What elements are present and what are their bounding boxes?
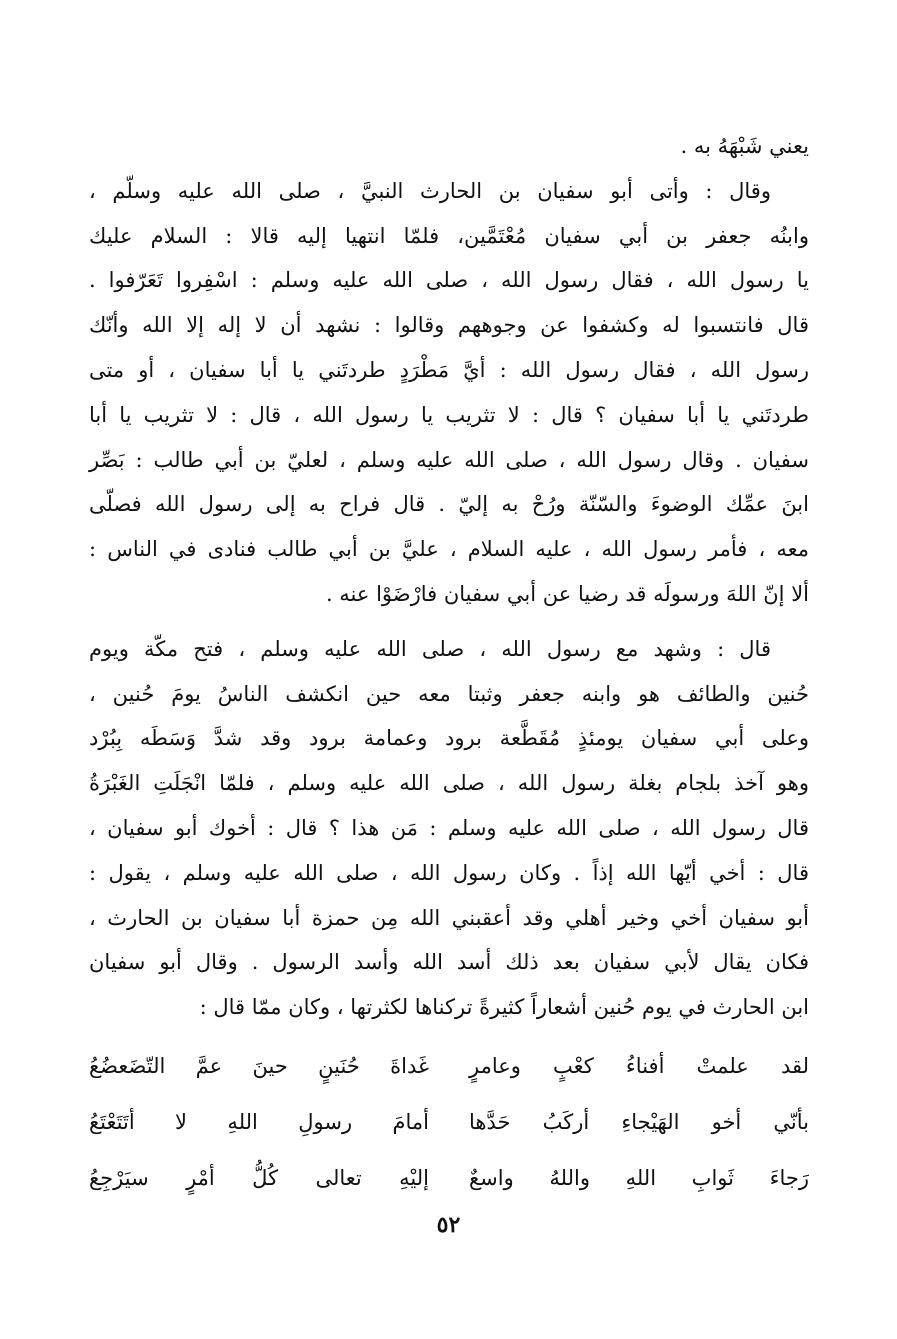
verse-first-hemistich: لقد علمتْ أفناءُ كعْبٍ وعامرٍ bbox=[469, 1054, 809, 1078]
text-line: وقال : وأتى أبو سفيان بن الحارث النبيَّ ، صلى الله عليه وسلّم ، bbox=[89, 178, 771, 203]
text-line: أبو سفيان أخي وخير أهلي وقد أعقبني الله مِن حمزة أبا سفيان بن الحارث ، bbox=[89, 905, 809, 930]
page-number: ٥٢ bbox=[436, 1212, 461, 1238]
text-line: سفيان . وقال رسول الله ، صلى الله عليه وسلم ، لعليّ بن أبي طالب : بَصِّر bbox=[89, 447, 809, 472]
paragraph-gap bbox=[89, 617, 809, 627]
text-line: قال : وشهد مع رسول الله ، صلى الله عليه وسلم ، فتح مكّة ويوم bbox=[89, 636, 771, 661]
text-line: ابن الحارث في يوم حُنين أشعاراً كثيرةً تركناها لكثرتها ، وكان ممّا قال : bbox=[199, 995, 809, 1020]
prose-block bbox=[89, 124, 809, 1030]
paragraph-3 bbox=[89, 627, 809, 1030]
text-line: قال رسول الله ، صلى الله عليه وسلم : مَن هذا ؟ قال : أخوك أبو سفيان ، bbox=[89, 815, 809, 840]
paragraph-1 bbox=[89, 124, 809, 169]
poem-verse bbox=[89, 1038, 809, 1094]
text-line: وعلى أبي سفيان يومئذٍ مُقَطَّعة برود وعمامة برود وقد شدَّ وَسَطَه بِبُرْد bbox=[89, 726, 809, 751]
poem-verse bbox=[89, 1150, 809, 1206]
text-line: رسول الله ، فقال رسول الله : أيَّ مَطْرَدٍ طردتَني يا أبا سفيان ، أو متى bbox=[89, 357, 809, 382]
verse-first-hemistich: رَجاءَ ثَوابِ اللهِ واللهُ واسعٌ bbox=[469, 1166, 809, 1190]
poem-verse bbox=[89, 1094, 809, 1150]
text-line: حُنين والطائف هو وابنه جعفر وثبتا معه حين انكشف الناسُ يومَ حُنين ، bbox=[89, 681, 809, 706]
text-line: وابنُه جعفر بن أبي سفيان مُعْتَمَّين، فلمّا انتهيا إليه قالا : السلام عليك bbox=[89, 223, 809, 248]
text-line: معه ، فأمر رسول الله ، عليه السلام ، عليَّ بن أبي طالب فنادى في الناس : bbox=[89, 537, 809, 562]
verse-second-hemistich: غَداةَ حُنَينٍ حينَ عمَّ التّضَعضُعُ bbox=[89, 1054, 429, 1078]
paragraph-2 bbox=[89, 169, 809, 617]
text-line: يا رسول الله ، فقال رسول الله ، صلى الله عليه وسلم : اسْفِروا تَعَرّفوا . bbox=[89, 268, 809, 293]
verse-first-hemistich: بأنّي أخو الهَيْجاءِ أركَبُ حَدَّها bbox=[469, 1110, 809, 1134]
text-line: قال فانتسبوا له وكشفوا عن وجوههم وقالوا : نشهد أن لا إله إلا الله وأنّك bbox=[89, 313, 809, 338]
text-line: ألا إنّ اللهَ ورسولَه قد رضيا عن أبي سفيان فارْضَوْا عنه . bbox=[325, 581, 809, 606]
text-line: فكان يقال لأبي سفيان بعد ذلك أسد الله وأسد الرسول . وقال أبو سفيان bbox=[89, 950, 809, 975]
text-line: ابنَ عمِّك الوضوءَ والسّنّة ورُحْ به إليّ . قال فراح به إلى رسول الله فصلّى bbox=[89, 492, 809, 517]
text-line: يعني شَبْهَهُ به . bbox=[680, 134, 809, 158]
verse-second-hemistich: إليْهِ تعالى كُلُّ أمْرٍ سيَرْجِعُ bbox=[89, 1166, 429, 1190]
text-line: طردتَني يا أبا سفيان ؟ قال : لا تثريب يا رسول الله ، قال : لا تثريب يا أبا bbox=[89, 402, 809, 427]
poem bbox=[89, 1038, 809, 1206]
text-line: وهو آخذ بلجام بغلة رسول الله ، صلى الله عليه وسلم ، فلمّا انْجَلَتِ الغَبْرَةُ bbox=[89, 771, 809, 796]
text-line: قال : أخي أيّها الله إذاً . وكان رسول الله ، صلى الله عليه وسلم ، يقول : bbox=[89, 860, 809, 885]
verse-second-hemistich: أمامَ رسولِ اللهِ لا أتَتَعْتَعُ bbox=[89, 1110, 429, 1134]
